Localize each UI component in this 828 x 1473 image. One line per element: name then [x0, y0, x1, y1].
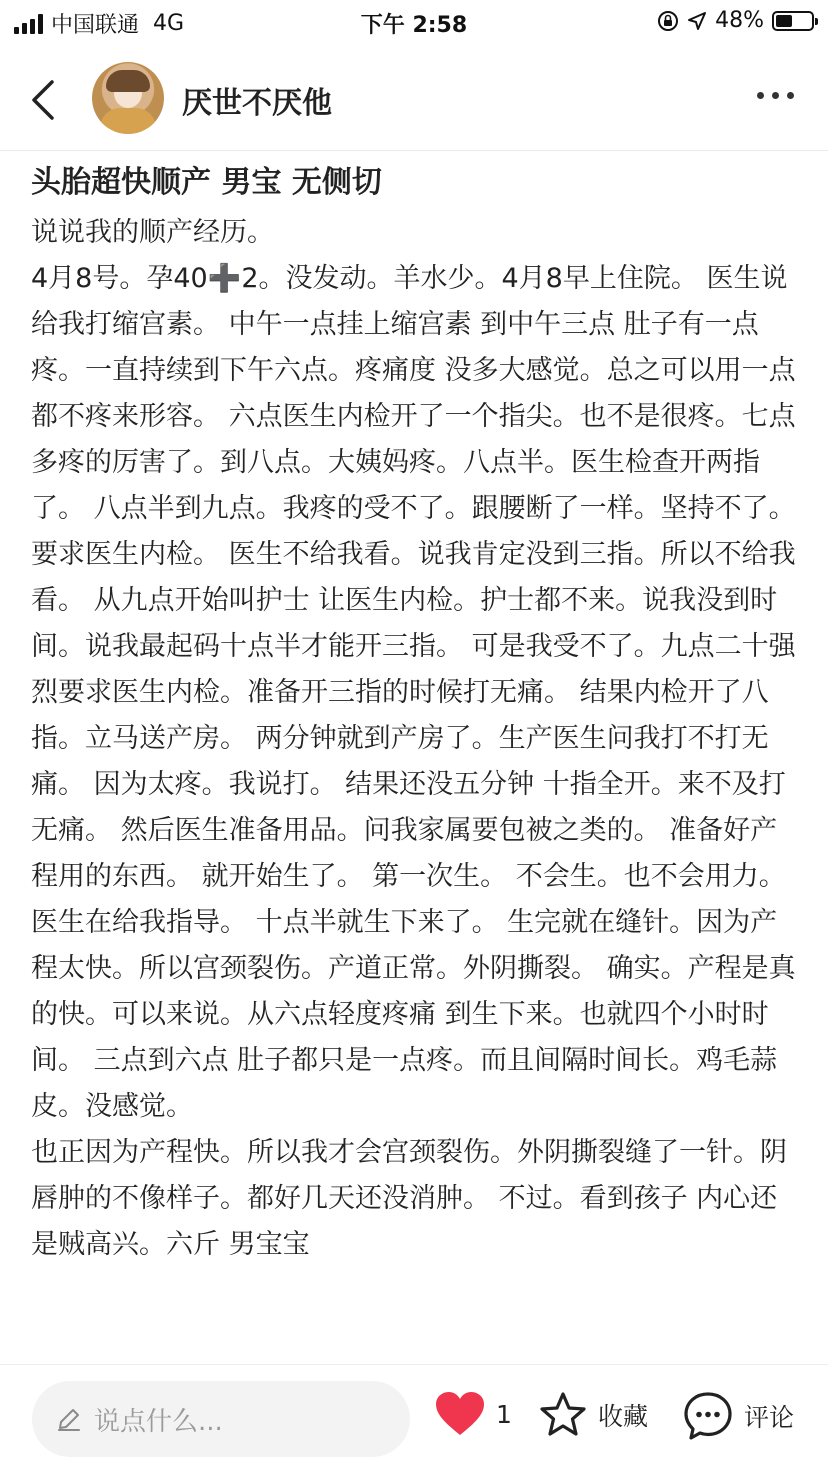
status-bar [0, 0, 828, 44]
signal-icon [14, 14, 43, 34]
post-paragraph: 4月8号。孕40➕2。没发动。羊水少。4月8早上住院。 医生说给我打缩宫素。 中午一点挂上缩宫素 到中午三点 肚子有一点疼。一直持续到下午六点。疼痛度 没多大感觉。总之可以用一点都不疼来形容。 六点医生内检开了一个指尖。也不是很疼。七点多疼的厉害了。到八点。大姨妈疼。八点半。医生检查开两指了。 八点半到九点。我疼的受不了。跟腰断了一样。坚持不了。 要求医生内检。 医生不给我看。说我肯定没到三指。所以不给我看。 从九点开始叫护士 让医生内检。护士都不来。说我没到时间。说我最起码十点半才能开三指。 可是我受不了。九点二十强烈要求医生内检。准备开三指的时候打无痛。 结果内检开了八指。立马送产房。 两分钟就到产房了。生产医生问我打不打无痛。 因为太疼。我说打。 结果还没五分钟 十指全开。来不及打无痛。 然后医生准备用品。问我家属要包被之类的。 准备好产程用的东西。 就开始生了。 第一次生。 不会生。也不会用力。 医生在给我指导。 十点半就生下来了。 生完就在缝针。因为产程太快。所以宫颈裂伤。产道正常。外阴撕裂。 确实。产程是真的快。可以来说。从六点轻度疼痛 到生下来。也就四个小时时间。 三点到六点 肚子都只是一点疼。而且间隔时间长。鸡毛蒜皮。没感觉。 [31, 263, 796, 1122]
like-count: 1 [496, 1399, 512, 1429]
star-icon [538, 1391, 588, 1439]
favorite-label: 收藏 [598, 1402, 649, 1431]
post-paragraph: 也正因为产程快。所以我才会宫颈裂伤。外阴撕裂缝了一针。阴唇肿的不像样子。都好几天还没消肿。 不过。看到孩子 内心还是贼高兴。六斤 男宝宝 [31, 1137, 787, 1260]
back-chevron-icon [30, 78, 56, 122]
heart-icon [434, 1391, 486, 1437]
comment-label: 评论 [744, 1403, 795, 1432]
more-options-button[interactable] [757, 92, 794, 99]
author-name[interactable]: 厌世不厌他 [182, 86, 332, 121]
more-dots-icon [757, 92, 764, 99]
status-right [657, 8, 814, 33]
clock: 下午 2:58 [360, 13, 468, 38]
avatar-hair [106, 70, 150, 92]
network-type: 4G [153, 11, 185, 36]
post-paragraph: 说说我的顺产经历。 [31, 217, 274, 248]
post-title: 头胎超快顺产 男宝 无侧切 [31, 165, 382, 200]
post-body [31, 210, 801, 1268]
like-button[interactable] [434, 1391, 512, 1437]
comment-button[interactable] [682, 1391, 794, 1441]
back-button[interactable] [30, 78, 70, 122]
location-arrow-icon [687, 11, 707, 31]
comment-input[interactable] [32, 1381, 410, 1457]
carrier-name: 中国联通 [51, 13, 140, 38]
bottom-action-bar [0, 1364, 828, 1473]
post-header [0, 52, 828, 151]
avatar[interactable] [92, 62, 164, 134]
comment-placeholder: 说点什么... [94, 1406, 223, 1437]
pencil-icon [56, 1406, 82, 1432]
chat-bubble-icon [682, 1391, 734, 1441]
avatar-figure [100, 108, 156, 134]
battery-icon [772, 11, 814, 31]
more-dot [772, 92, 779, 99]
battery-percent: 48% [715, 8, 764, 33]
favorite-button[interactable] [538, 1391, 648, 1439]
orientation-lock-icon [657, 10, 679, 32]
status-left [14, 8, 184, 39]
more-dot [787, 92, 794, 99]
